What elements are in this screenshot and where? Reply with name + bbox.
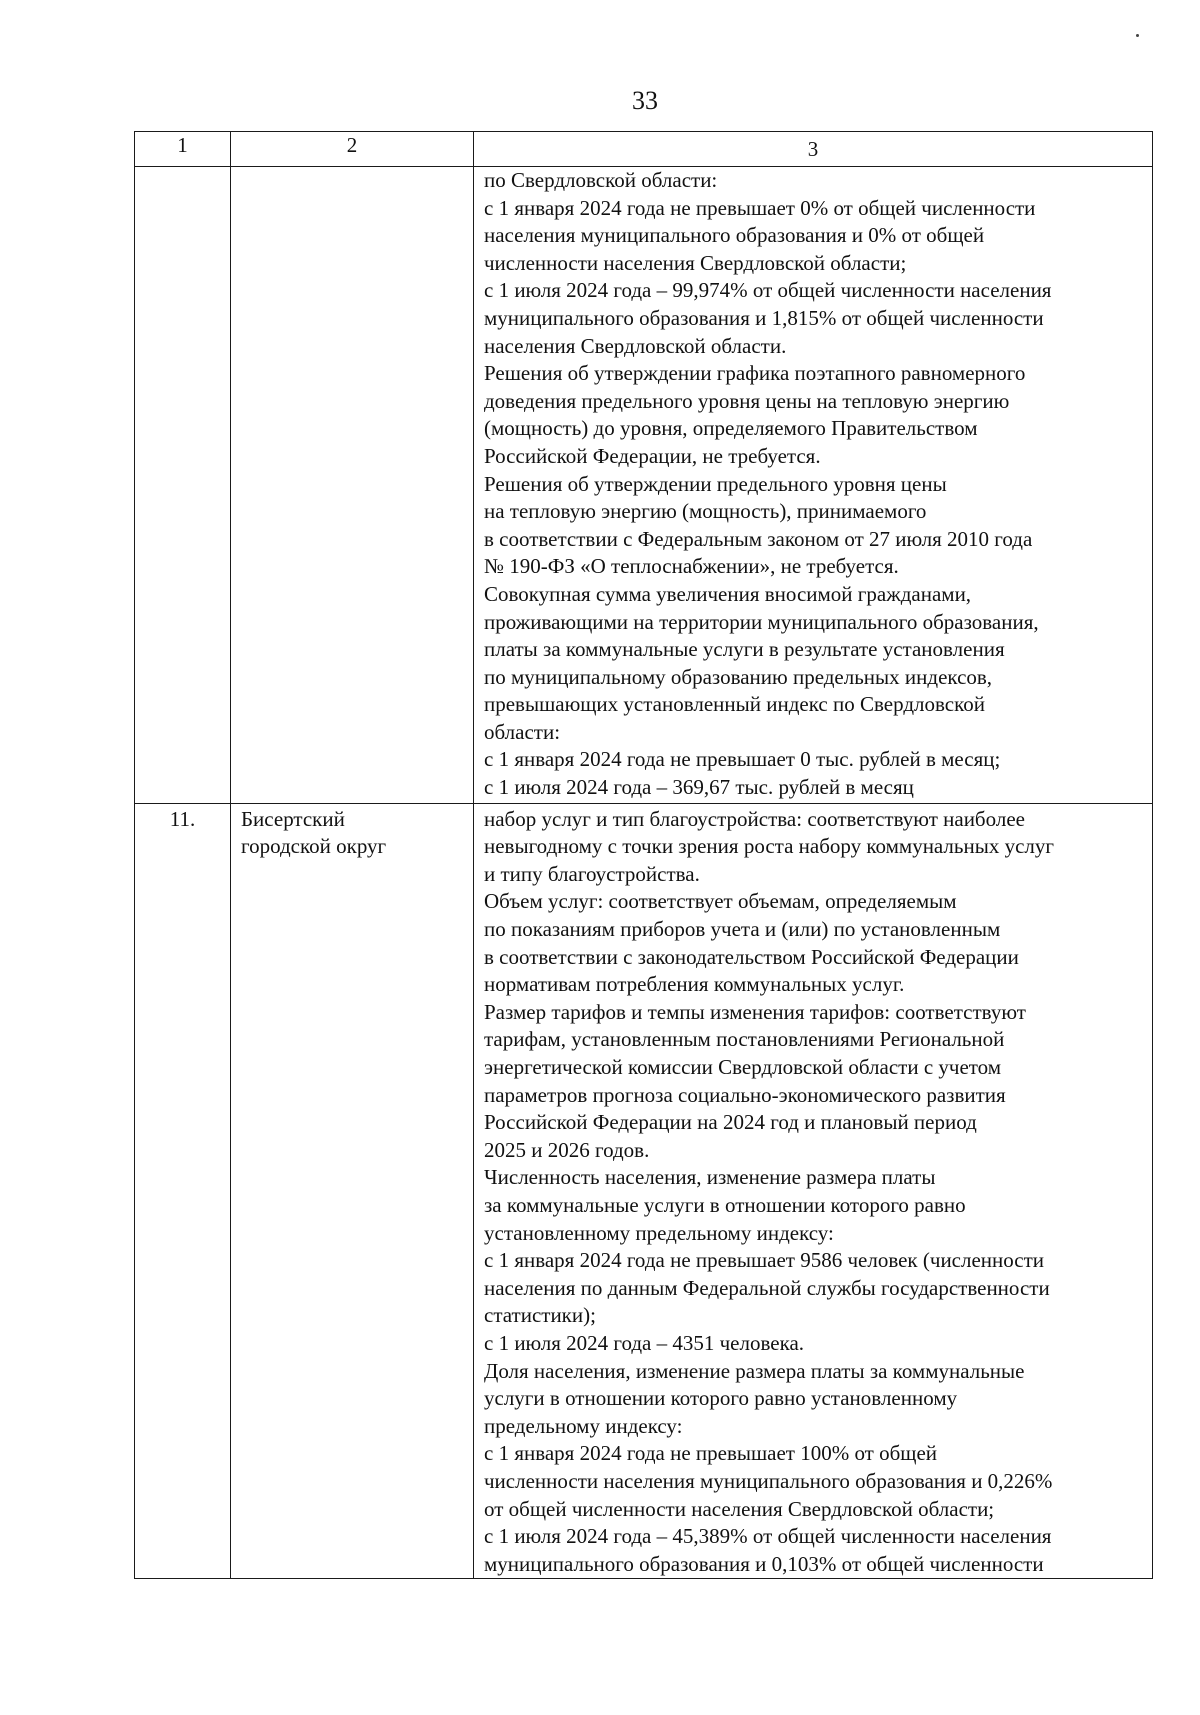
text-line: с 1 июля 2024 года – 4351 человека. <box>484 1330 805 1355</box>
text-line: за коммунальные услуги в отношении которого равно <box>484 1192 966 1217</box>
text-line: Совокупная сумма увеличения вносимой гражданами, <box>484 581 972 606</box>
text-line: численности населения муниципального образования и 0,226% <box>484 1468 1053 1493</box>
text-line: установленному предельному индексу: <box>484 1220 834 1245</box>
text-line: в соответствии с Федеральным законом от 27 июля 2010 года <box>484 526 1033 551</box>
text-line: населения Свердловской области. <box>484 333 787 358</box>
text-line: с 1 января 2024 года не превышает 100% от общей <box>484 1441 938 1466</box>
text-line: проживающими на территории муниципального образования, <box>484 609 1039 634</box>
text-line: тарифам, установленным постановлениями Региональной <box>484 1027 1005 1052</box>
municipality-name <box>231 167 474 804</box>
table-header-row <box>135 132 1153 167</box>
text-line: доведения предельного уровня цены на тепловую энергию <box>484 388 1010 413</box>
text-line: муниципального образования и 0,103% от общей численности <box>484 1551 1044 1576</box>
text-line: в соответствии с законодательством Российской Федерации <box>484 944 1019 969</box>
text-line: с 1 июля 2024 года – 99,974% от общей численности населения <box>484 278 1052 303</box>
text-line: Российской Федерации, не требуется. <box>484 443 821 468</box>
text-line: набор услуг и тип благоустройства: соответствуют наиболее <box>484 806 1025 831</box>
row-description <box>474 803 1153 1579</box>
municipality-name <box>231 803 474 1579</box>
scan-speck <box>1136 34 1139 37</box>
text-line: Размер тарифов и темпы изменения тарифов: соответствуют <box>484 999 1026 1024</box>
text-line: энергетической комиссии Свердловской области с учетом <box>484 1055 1002 1079</box>
text-line: Бисертский <box>241 806 345 831</box>
document-table <box>134 131 1153 1579</box>
text-line: муниципального образования и 1,815% от общей численности <box>484 305 1044 330</box>
text-line: услуги в отношении которого равно установленному <box>484 1386 958 1411</box>
text-line: численности населения Свердловской области; <box>484 250 907 275</box>
header-col-2: 2 <box>231 132 474 167</box>
table-row <box>135 803 1153 1579</box>
text-line: области: <box>484 719 561 744</box>
text-line: населения муниципального образования и 0% от общей <box>484 223 985 248</box>
header-col-3: 3 <box>474 132 1153 167</box>
text-line: статистики); <box>484 1303 596 1328</box>
text-line: с 1 июля 2024 года – 45,389% от общей численности населения <box>484 1524 1052 1549</box>
text-line: Объем услуг: соответствует объемам, определяемым <box>484 889 957 914</box>
row-number: 11. <box>135 803 231 1579</box>
text-line: Решения об утверждении предельного уровня цены <box>484 471 947 496</box>
text-line: невыгодному с точки зрения роста набору коммунальных услуг <box>484 834 1055 859</box>
text-line: предельному индексу: <box>484 1413 683 1438</box>
text-line: на тепловую энергию (мощность), принимаемого <box>484 499 927 524</box>
page-number: 33 <box>632 86 658 115</box>
text-line: 2025 и 2026 годов. <box>484 1137 650 1162</box>
text-line: Численность населения, изменение размера платы <box>484 1165 936 1190</box>
text-line: с 1 января 2024 года не превышает 9586 человек (численности <box>484 1248 1045 1273</box>
text-line: по муниципальному образованию предельных индексов, <box>484 664 993 689</box>
text-line: от общей численности населения Свердловской области; <box>484 1496 995 1521</box>
text-line: нормативам потребления коммунальных услуг. <box>484 972 905 997</box>
text-line: с 1 января 2024 года не превышает 0% от общей численности <box>484 195 1036 220</box>
text-line: Решения об утверждении графика поэтапного равномерного <box>484 361 1026 386</box>
text-line: городской округ <box>241 834 387 859</box>
text-line: с 1 июля 2024 года – 369,67 тыс. рублей в месяц <box>484 775 914 800</box>
text-line: превышающих установленный индекс по Свердловской <box>484 692 985 717</box>
text-line: и типу благоустройства. <box>484 861 700 886</box>
text-line: Доля населения, изменение размера платы за коммунальные <box>484 1358 1025 1383</box>
table-row <box>135 167 1153 804</box>
text-line: Российской Федерации на 2024 год и плановый период <box>484 1110 977 1135</box>
text-line: с 1 января 2024 года не превышает 0 тыс. рублей в месяц; <box>484 747 1001 772</box>
text-line: параметров прогноза социально-экономического развития <box>484 1082 1006 1107</box>
text-line: по Свердловской области: <box>484 168 718 192</box>
header-col-1: 1 <box>135 132 231 167</box>
text-line: № 190-ФЗ «О теплоснабжении», не требуется. <box>484 554 899 579</box>
row-description <box>474 167 1153 804</box>
text-line: по показаниям приборов учета и (или) по установленным <box>484 917 1001 942</box>
text-line: населения по данным Федеральной службы государственности <box>484 1275 1050 1300</box>
text-line: (мощность) до уровня, определяемого Правительством <box>484 416 978 441</box>
text-line: платы за коммунальные услуги в результате установления <box>484 637 1005 662</box>
row-number <box>135 167 231 804</box>
